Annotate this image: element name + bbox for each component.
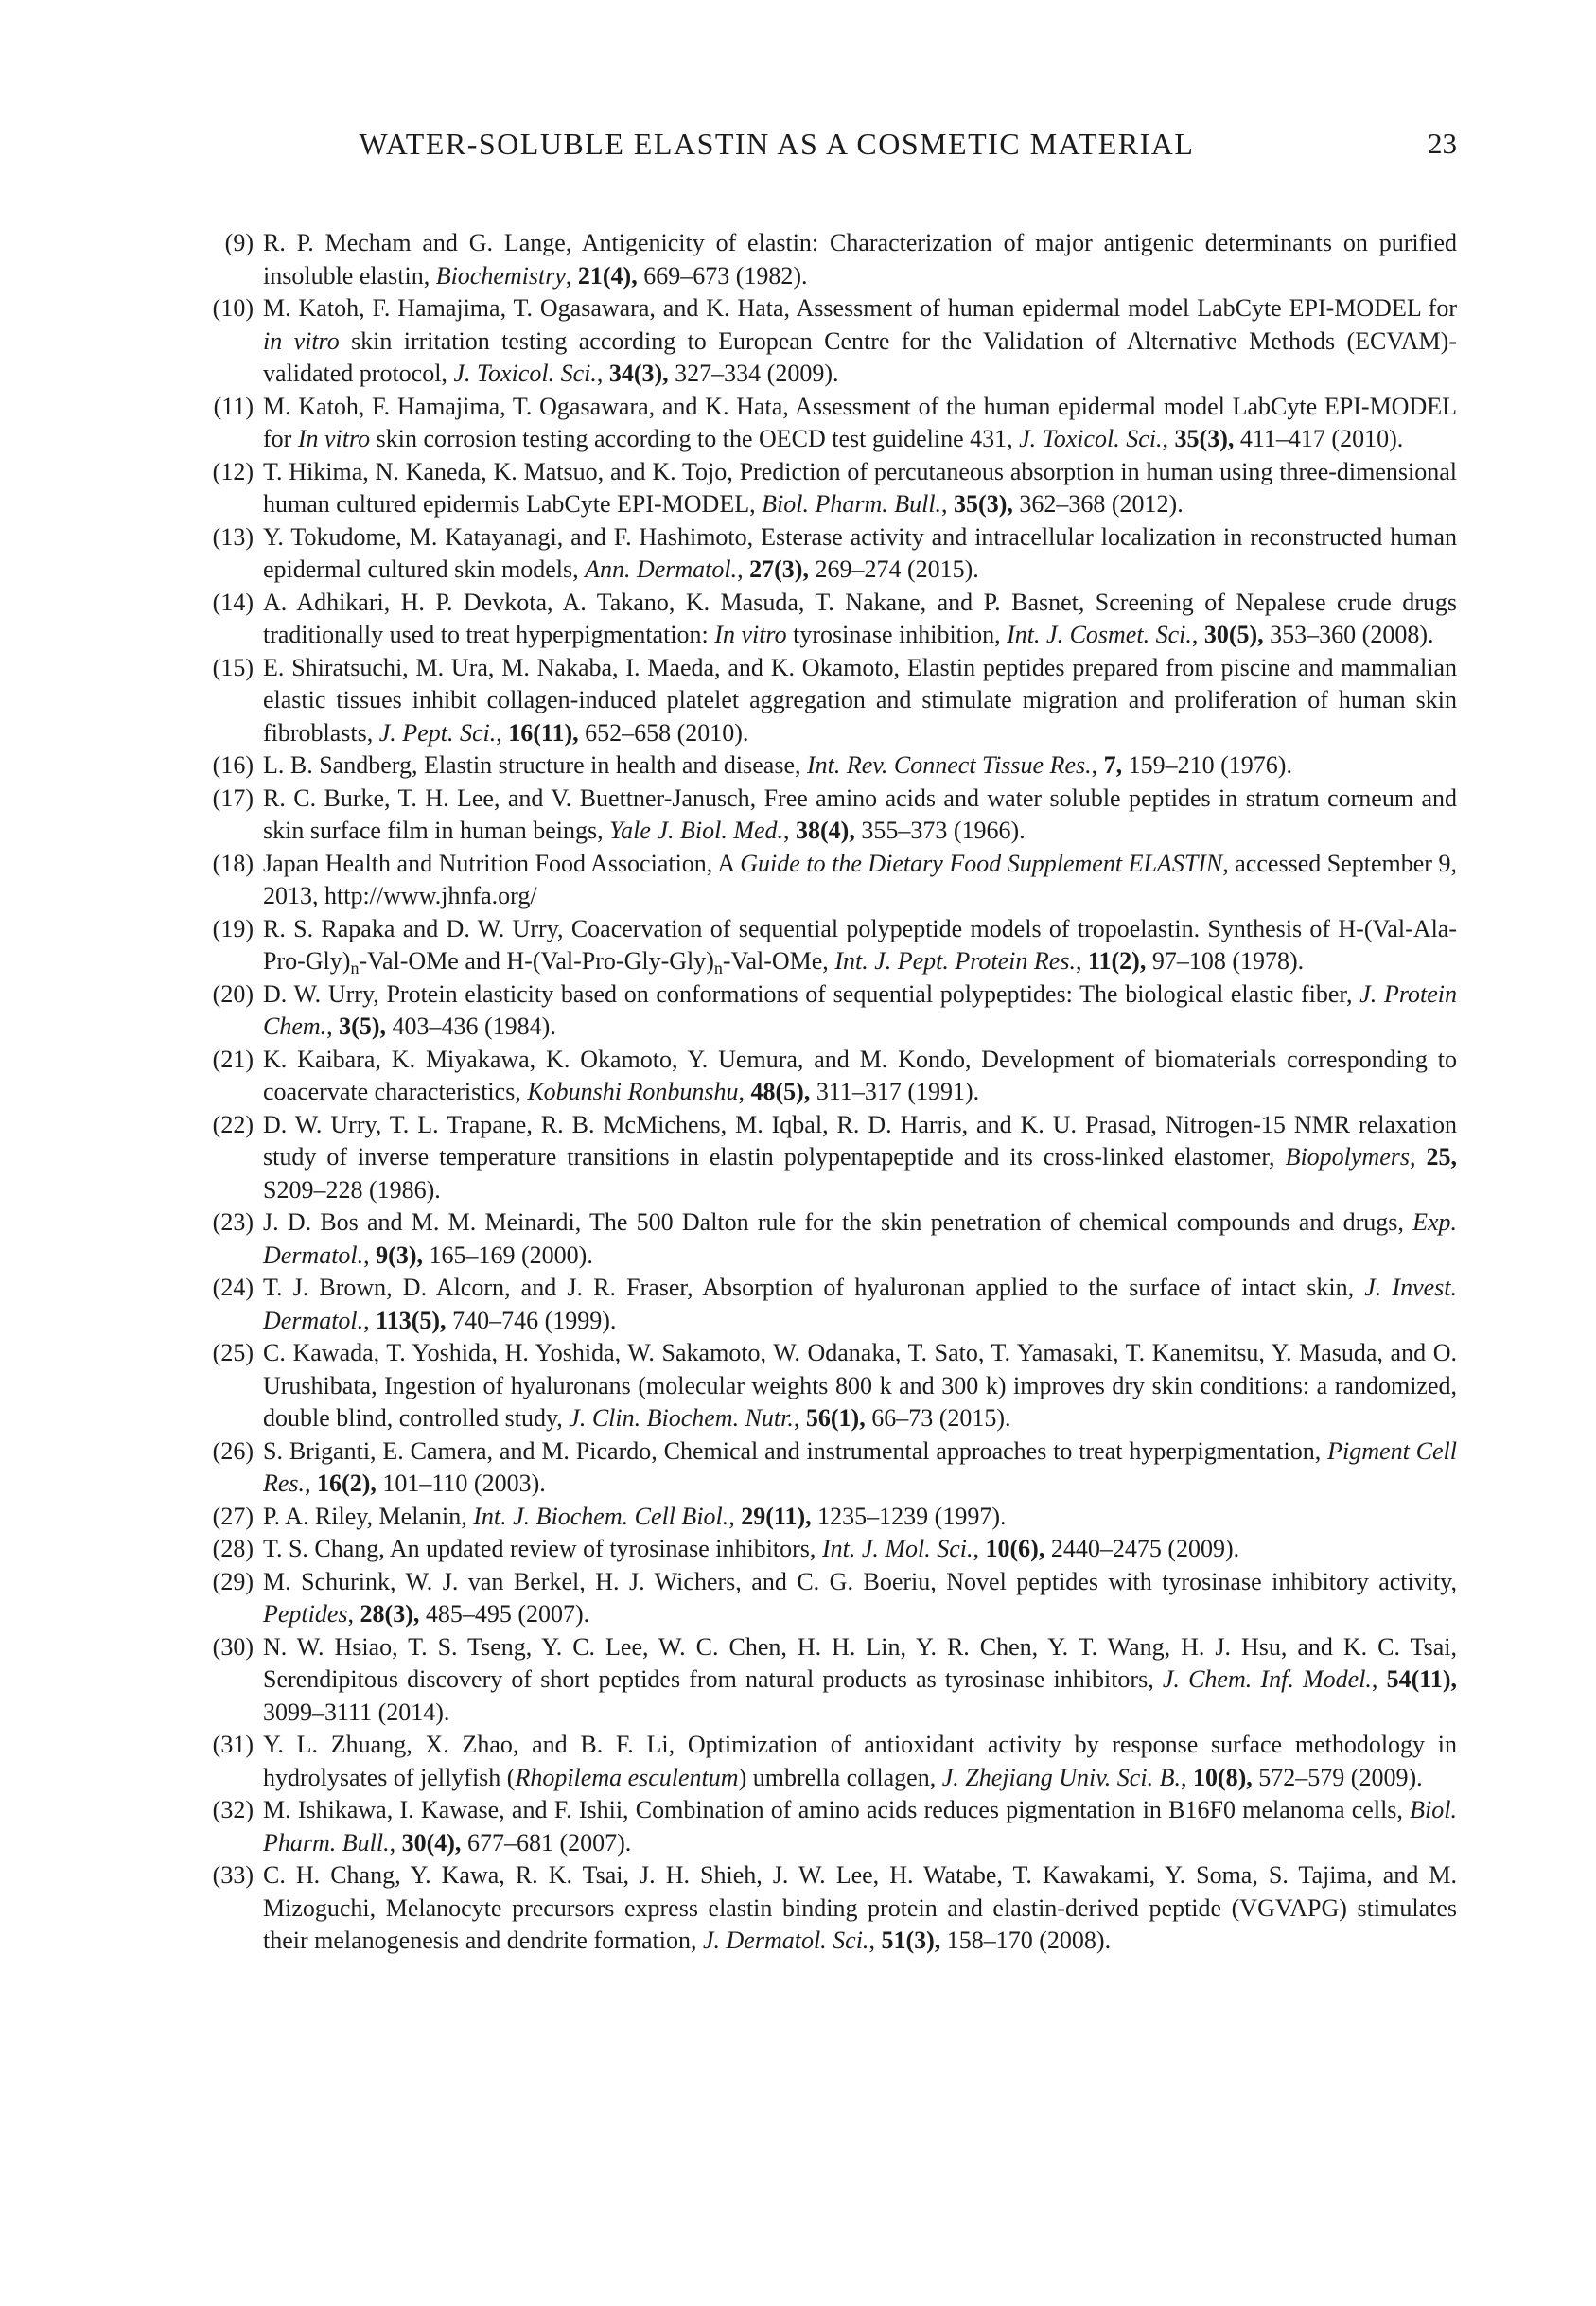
reference-text: R. C. Burke, T. H. Lee, and V. Buettner-Janusch, Free amino acids and water soluble peptides in stratum corneum and skin surface film in human beings, Yale J. Biol. Med., 38(4), 355–373 (1966). bbox=[263, 783, 1457, 844]
reference-number: (16) bbox=[212, 751, 254, 779]
reference-item bbox=[199, 227, 1457, 292]
reference-item bbox=[199, 1631, 1457, 1730]
reference-text: M. Katoh, F. Hamajima, T. Ogasawara, and K. Hata, Assessment of the human epidermal model LabCyte EPI-MODEL for In vitro skin corrosion testing according to the OECD test guideline 431, J. Toxicol. Sci., 35(3), 411–417 (2010). bbox=[263, 392, 1457, 452]
reference-number: (21) bbox=[212, 1045, 254, 1073]
reference-item bbox=[199, 1272, 1457, 1337]
reference-number: (26) bbox=[212, 1436, 254, 1465]
reference-number: (22) bbox=[212, 1110, 254, 1138]
reference-item bbox=[199, 1566, 1457, 1631]
reference-item bbox=[199, 652, 1457, 750]
reference-text: M. Schurink, W. J. van Berkel, H. J. Wichers, and C. G. Boeriu, Novel peptides with tyrosinase inhibitory activity, Peptides, 28(3), 485–495 (2007). bbox=[263, 1567, 1457, 1628]
reference-number: (13) bbox=[212, 522, 254, 551]
page-number: 23 bbox=[1428, 127, 1457, 160]
reference-item bbox=[199, 848, 1457, 913]
reference-text: Y. Tokudome, M. Katayanagi, and F. Hashimoto, Esterase activity and intracellular localization in reconstructed human epidermal cultured skin models, Ann. Dermatol., 27(3), 269–274 (2015). bbox=[263, 522, 1457, 583]
reference-item bbox=[199, 521, 1457, 587]
reference-number: (14) bbox=[212, 588, 254, 616]
reference-number: (12) bbox=[212, 457, 254, 485]
reference-item bbox=[199, 749, 1457, 783]
reference-text: Y. L. Zhuang, X. Zhao, and B. F. Li, Optimization of antioxidant activity by response surface methodology in hydrolysates of jellyfish (Rhopilema esculentum) umbrella collagen, J. Zhejiang Univ. Sci. B., 10(8), 572–579 (2009). bbox=[263, 1731, 1457, 1791]
reference-number: (20) bbox=[212, 979, 254, 1008]
reference-number: (17) bbox=[212, 783, 254, 812]
reference-item bbox=[199, 1206, 1457, 1272]
reference-item bbox=[199, 587, 1457, 652]
reference-item bbox=[199, 783, 1457, 848]
page-title: WATER-SOLUBLE ELASTIN AS A COSMETIC MATERIAL bbox=[359, 127, 1195, 161]
reference-number: (15) bbox=[212, 653, 254, 681]
reference-text: T. S. Chang, An updated review of tyrosinase inhibitors, Int. J. Mol. Sci., 10(6), 2440–2475 (2009). bbox=[263, 1535, 1240, 1562]
reference-item bbox=[199, 1794, 1457, 1859]
reference-text: Japan Health and Nutrition Food Association, A Guide to the Dietary Food Supplement ELASTIN, accessed September 9, 2013, http://www.jhnfa.org/ bbox=[263, 849, 1457, 909]
reference-item bbox=[199, 1337, 1457, 1435]
reference-number: (19) bbox=[212, 914, 254, 942]
reference-text: K. Kaibara, K. Miyakawa, K. Okamoto, Y. Uemura, and M. Kondo, Development of biomaterials corresponding to coacervate characteristics, Kobunshi Ronbunshu, 48(5), 311–317 (1991). bbox=[263, 1045, 1457, 1105]
reference-text: M. Katoh, F. Hamajima, T. Ogasawara, and K. Hata, Assessment of human epidermal model LabCyte EPI-MODEL for in vitro skin irritation testing according to European Centre for the Validation of Alternative Methods (ECVAM)-validated protocol, J. Toxicol. Sci., 34(3), 327–334 (2009). bbox=[263, 294, 1457, 387]
reference-text: R. S. Rapaka and D. W. Urry, Coacervation of sequential polypeptide models of tropoelastin. Synthesis of $H-(Val-Ala-Pro-Gly)_n-Val$-OMe and $H-(Val-Pro-Gly-Gly)_n-Val$-OMe, Int. J. Pept. Protein Res., 11(2), 97–108 (1978). bbox=[263, 914, 1457, 977]
reference-number: (24) bbox=[212, 1274, 254, 1301]
reference-text: D. W. Urry, T. L. Trapane, R. B. McMichens, M. Iqbal, R. D. Harris, and K. U. Prasad, Nitrogen-15 NMR relaxation study of inverse temperature transitions in elastin polypentapeptide and its cross-linked elastomer, Biopolymers, 25, S209–228 (1986). bbox=[263, 1110, 1457, 1204]
reference-text: E. Shiratsuchi, M. Ura, M. Nakaba, I. Maeda, and K. Okamoto, Elastin peptides prepared from piscine and mammalian elastic tissues inhibit collagen-induced platelet aggregation and stimulate migration and proliferation of human skin fibroblasts, J. Pept. Sci., 16(11), 652–658 (2010). bbox=[263, 653, 1457, 747]
reference-text: L. B. Sandberg, Elastin structure in health and disease, Int. Rev. Connect Tissue Res., 7, 159–210 (1976). bbox=[263, 751, 1292, 779]
reference-item bbox=[199, 456, 1457, 521]
reference-text: R. P. Mecham and G. Lange, Antigenicity of elastin: Characterization of major antigenic determinants on purified insoluble elastin, Biochemistry, 21(4), 669–673 (1982). bbox=[263, 229, 1457, 290]
reference-text: C. Kawada, T. Yoshida, H. Yoshida, W. Sakamoto, W. Odanaka, T. Sato, T. Yamasaki, T. Kanemitsu, Y. Masuda, and O. Urushibata, Ingestion of hyaluronans (molecular weights 800 k and 300 k) improves dry skin conditions: a randomized, double blind, controlled study, J. Clin. Biochem. Nutr., 56(1), 66–73 (2015). bbox=[263, 1339, 1457, 1432]
reference-item bbox=[199, 1533, 1457, 1566]
reference-number: (18) bbox=[212, 849, 254, 877]
reference-item bbox=[199, 292, 1457, 391]
reference-item bbox=[199, 1501, 1457, 1534]
reference-number: (30) bbox=[212, 1632, 254, 1661]
reference-text: A. Adhikari, H. P. Devkota, A. Takano, K. Masuda, T. Nakane, and P. Basnet, Screening of Nepalese crude drugs traditionally used to treat hyperpigmentation: In vitro tyrosinase inhibition, Int. J. Cosmet. Sci., 30(5), 353–360 (2008). bbox=[263, 588, 1457, 648]
reference-item bbox=[199, 978, 1457, 1044]
reference-text: M. Ishikawa, I. Kawase, and F. Ishii, Combination of amino acids reduces pigmentation in B16F0 melanoma cells, Biol. Pharm. Bull., 30(4), 677–681 (2007). bbox=[263, 1796, 1457, 1857]
reference-item bbox=[199, 1729, 1457, 1794]
reference-number: (32) bbox=[212, 1796, 254, 1823]
reference-text: P. A. Riley, Melanin, Int. J. Biochem. Cell Biol., 29(11), 1235–1239 (1997). bbox=[263, 1502, 1007, 1530]
reference-item bbox=[199, 913, 1457, 978]
running-header bbox=[210, 127, 1457, 165]
reference-number: (23) bbox=[212, 1208, 254, 1236]
reference-text: T. J. Brown, D. Alcorn, and J. R. Fraser, Absorption of hyaluronan applied to the surface of intact skin, J. Invest. Dermatol., 113(5), 740–746 (1999). bbox=[263, 1274, 1458, 1334]
reference-number: (25) bbox=[212, 1339, 254, 1366]
reference-number: (28) bbox=[212, 1535, 254, 1562]
reference-item bbox=[199, 1435, 1457, 1501]
reference-list bbox=[199, 227, 1457, 1958]
reference-number: (9) bbox=[224, 229, 254, 256]
reference-text: S. Briganti, E. Camera, and M. Picardo, Chemical and instrumental approaches to treat hyperpigmentation, Pigment Cell Res., 16(2), 101–110 (2003). bbox=[263, 1436, 1457, 1497]
reference-text: D. W. Urry, Protein elasticity based on conformations of sequential polypeptides: The biological elastic fiber, J. Protein Chem., 3(5), 403–436 (1984). bbox=[263, 979, 1457, 1040]
reference-item bbox=[199, 391, 1457, 456]
reference-number: (27) bbox=[212, 1502, 254, 1530]
reference-number: (31) bbox=[212, 1731, 254, 1758]
reference-number: (33) bbox=[212, 1861, 254, 1889]
reference-item bbox=[199, 1109, 1457, 1207]
reference-item bbox=[199, 1044, 1457, 1109]
reference-text: J. D. Bos and M. M. Meinardi, The 500 Dalton rule for the skin penetration of chemical compounds and drugs, Exp. Dermatol., 9(3), 165–169 (2000). bbox=[263, 1208, 1457, 1269]
reference-text: T. Hikima, N. Kaneda, K. Matsuo, and K. Tojo, Prediction of percutaneous absorption in human using three-dimensional human cultured epidermis LabCyte EPI-MODEL, Biol. Pharm. Bull., 35(3), 362–368 (2012). bbox=[263, 457, 1457, 518]
reference-number: (29) bbox=[212, 1567, 254, 1595]
reference-number: (11) bbox=[213, 392, 254, 420]
reference-text: N. W. Hsiao, T. S. Tseng, Y. C. Lee, W. C. Chen, H. H. Lin, Y. R. Chen, Y. T. Wang, H. J. Hsu, and K. C. Tsai, Serendipitous discovery of short peptides from natural products as tyrosinase inhibitors, J. Chem. Inf. Model., 54(11), 3099–3111 (2014). bbox=[263, 1632, 1457, 1726]
reference-text: C. H. Chang, Y. Kawa, R. K. Tsai, J. H. Shieh, J. W. Lee, H. Watabe, T. Kawakami, Y. Soma, S. Tajima, and M. Mizoguchi, Melanocyte precursors express elastin binding protein and elastin-derived peptide (VGVAPG) stimulates their melanogenesis and dendrite formation, J. Dermatol. Sci., 51(3), 158–170 (2008). bbox=[263, 1861, 1457, 1954]
reference-number: (10) bbox=[212, 294, 254, 322]
reference-item bbox=[199, 1859, 1457, 1958]
